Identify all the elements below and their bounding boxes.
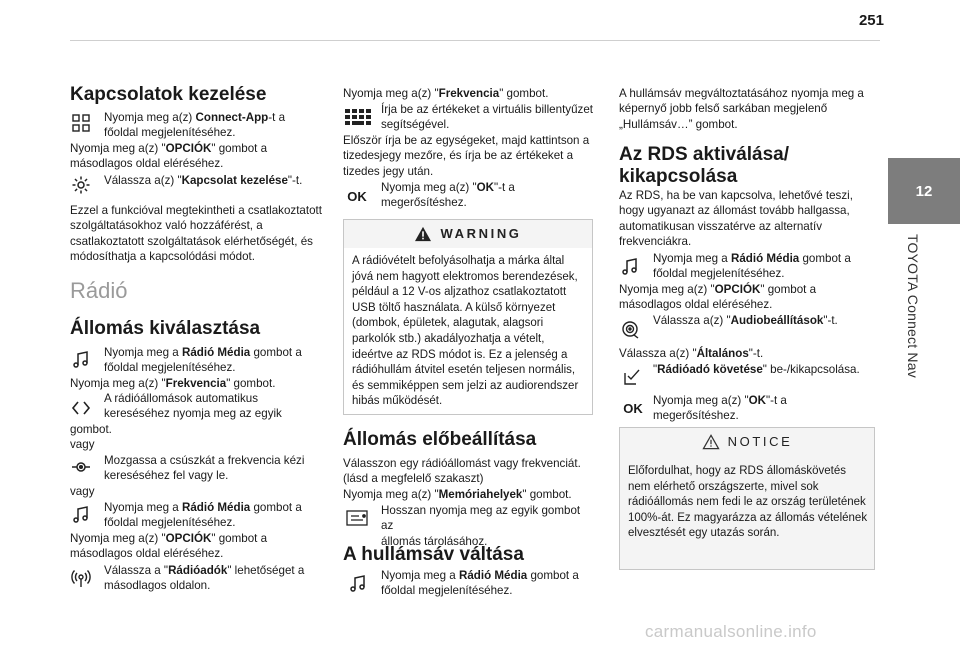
text-vagy-1: vagy [70,438,95,451]
text-radio-media-2: Nyomja meg a Rádió Média gombot a főoldal megjelenítéséhez. [104,501,302,530]
heading-allomas-kivalasztasa: Állomás kiválasztása [70,318,261,339]
text-connect-app: Nyomja meg a(z) Connect-App-t a főoldal megjelenítéséhez. [104,111,286,140]
notice-box [619,427,875,570]
heading-kapcsolatok: Kapcsolatok kezelése [70,84,267,105]
text-rds-leiras: Az RDS, ha be van kapcsolva, lehetővé teszi, hogy ugyanazt az állomást tovább hallgassa, automatikusan visszatérve az alternatív frekvenciákra. [619,189,853,249]
warning-box [343,219,593,415]
heading-rds-1: Az RDS aktiválása/ [619,144,790,165]
frequency-slider-icon [70,456,92,478]
text-hosszan-nyomja: Hosszan nyomja meg az egyik gombot az állomás tárolásához. [381,504,581,548]
gear-icon [70,174,92,196]
chapter-title: TOYOTA Connect Nav [905,234,921,378]
text-opciok-1: Nyomja meg a(z) "OPCIÓK" gombot a másodlagos oldal eléréséhez. [70,142,268,171]
text-vagy-2: vagy [70,485,95,498]
music-note-icon [70,349,92,371]
notice-header [620,428,874,456]
text-automatikus-kereses: A rádióállomások automatikus kereséséhez nyomja meg az egyik [104,392,282,421]
warning-title: WARNING [440,226,522,242]
chapter-side-tab [888,0,960,649]
page-number: 251 [858,12,884,29]
text-radioado-kovetese: "Rádióadó követése" be-/kikapcsolása. [653,363,860,376]
music-note-icon [619,256,641,278]
radio-antenna-icon [70,567,92,589]
music-note-icon [347,573,369,595]
music-note-icon [70,504,92,526]
header-rule [70,40,880,41]
text-frekvencia-2: Nyomja meg a(z) "Frekvencia" gombot. [343,87,549,100]
text-opciok-2: Nyomja meg a(z) "OPCIÓK" gombot a másodlagos oldal eléréséhez. [70,532,268,561]
text-kapcsolat-kezelese: Válassza a(z) "Kapcsolat kezelése"-t. [104,174,303,187]
notice-title: NOTICE [727,434,793,450]
text-virtualis-billentyuzet: Írja be az értékeket a virtuális billentyűzet segítségével. [381,103,594,132]
warning-text: A rádióvételt befolyásolhatja a márka által jóvá nem hagyott elektromos berendezések, például a 12 V-os aljzathoz csatlakoztatott USB töltő használata. A külső környezet (dombok, épületek, alagutak, alagsori parkolók stb.) akadályozhatja a vételt, ideértve az RDS módot is. Ez a jelenség a rádióhullám átvitel esetén teljesen normális, és semmiképpen sem jelzi az audiorendszer hibás működését. [352,255,579,408]
text-altalanos: Válassza a(z) "Általános"-t. [619,347,764,360]
text-hullamsav-gomb: A hullámsáv megváltoztatásához nyomja meg a képernyő jobb felső sarkában megjelenő „Hullámsáv…” gombot. [619,87,864,131]
text-radioadok: Válassza a "Rádióadók" lehetőséget a másodlagos oldalon. [104,564,305,593]
notice-text: Előfordulhat, hogy az RDS állomáskövetés nem elérhető országszerte, mivel sok rádióállomás nem fedi le az ország területének 100%-át. Ez magyarázza az állomás vételének elvesztését egy utazás során. [628,465,868,540]
warning-triangle-icon [414,226,432,242]
keyboard-icon [343,106,373,128]
text-csuszka: Mozgassa a csúszkát a frekvencia kézi kereséséhez fel vagy le. [104,454,305,483]
notice-triangle-icon [702,434,720,450]
text-valasszon-allomast: Válasszon egy rádióállomást vagy frekvenciát. (lásd a megfelelő szakaszt) [343,457,581,486]
text-ok-megerosites-2: Nyomja meg a(z) "OK"-t a megerősítéshez. [653,394,787,423]
checkbox-edit-icon [621,366,643,388]
ok-icon: OK [347,189,367,205]
text-opciok-3: Nyomja meg a(z) "OPCIÓK" gombot a másodlagos oldal eléréséhez. [619,283,817,312]
seek-arrows-icon [70,397,92,419]
text-radio-media-1: Nyomja meg a Rádió Média gombot a főoldal megjelenítéséhez. [104,346,302,375]
text-memoriahelyek: Nyomja meg a(z) "Memóriahelyek" gombot. [343,488,572,501]
text-frekvencia-1: Nyomja meg a(z) "Frekvencia" gombot. [70,377,276,390]
text-egysegek: Először írja be az egységeket, majd kattintson a tizedesjegy mezőre, és írja be az értékeket a tizedes jegy után. [343,134,590,178]
chapter-number: 12 [888,158,960,224]
heading-radio: Rádió [70,278,128,303]
audio-settings-icon [619,318,641,340]
text-radio-media-4: Nyomja meg a Rádió Média gombot a főoldal megjelenítéséhez. [653,252,851,281]
apps-grid-icon [70,112,92,134]
text-gombot: gombot. [70,423,112,436]
ok-icon: OK [623,401,643,417]
text-ok-megerosites-1: Nyomja meg a(z) "OK"-t a megerősítéshez. [381,181,515,210]
heading-rds-2: kikapcsolása [619,166,738,187]
heading-allomas-elobeallitasa: Állomás előbeállítása [343,429,537,450]
heading-hullamsav-valtasa: A hullámsáv váltása [343,544,524,565]
memory-preset-icon [343,507,371,529]
watermark: carmanualsonline.info [645,622,817,641]
text-radio-media-3: Nyomja meg a Rádió Média gombot a főoldal megjelenítéséhez. [381,569,579,598]
warning-header [344,220,592,248]
text-funkcio-leiras: Ezzel a funkcióval megtekintheti a csatlakoztatott szolgáltatásokhoz való hozzáférést, a csatlakoztatott szolgáltatások elérhetőségét, és módosíthatja a kapcsolódási módot. [70,204,322,264]
text-audiobeallitasok: Válassza a(z) "Audiobeállítások"-t. [653,314,838,327]
